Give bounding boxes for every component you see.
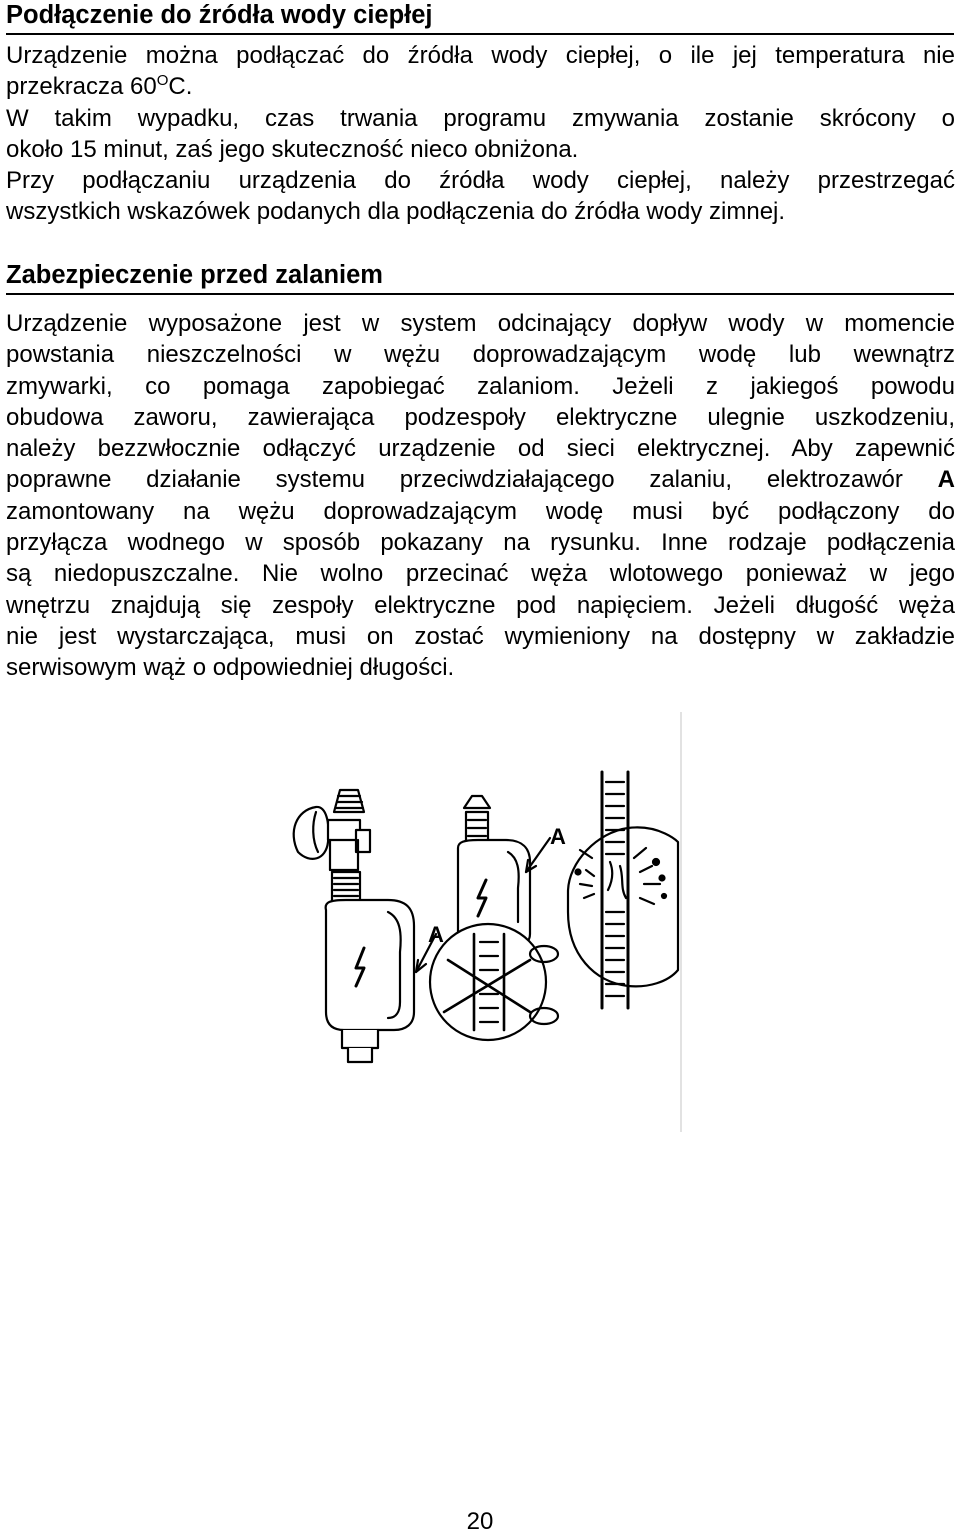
text-line: nie jest wystarczająca, musi on zostać wymieniony na dostępny w zakładzie — [6, 622, 955, 650]
no-cutting-icon — [430, 924, 558, 1040]
valve-installation-illustration — [268, 712, 684, 1132]
text-fragment: C. — [168, 73, 193, 101]
paragraph-hot-water — [6, 40, 955, 228]
text-line: wszystkich wskazówek podanych dla podłączenia do źródła wody zimnej. — [6, 198, 786, 226]
text-line: należy bezzwłocznie odłączyć urządzenie od sieci elektrycznej. Aby zapewnić — [6, 435, 955, 463]
callout-label-a-middle: A — [550, 824, 566, 849]
text-line: powstania nieszczelności w wężu doprowadzającym wodę lub wewnątrz — [6, 341, 955, 369]
text-line: obudowa zaworu, zawierająca podzespoły elektryczne ulegnie uszkodzeniu, — [6, 403, 955, 431]
text-line: są niedopuszczalne. Nie wolno przecinać węża wlotowego ponieważ w jego — [6, 560, 955, 588]
safety-valve-left-icon — [326, 872, 414, 1062]
callout-label-a-left: A — [428, 922, 444, 947]
tap-middle-icon — [464, 796, 490, 844]
text-line: około 15 minut, zaś jego skuteczność nieco obniżona. — [6, 135, 579, 163]
hose-detail-icon — [568, 772, 678, 1008]
text-fragment: przekracza 60 — [6, 73, 157, 101]
text-line: zmywarki, co pomaga zapobiegać zalaniom. Jeżeli z jakiegoś powodu — [6, 372, 955, 400]
tap-left-icon — [294, 790, 370, 870]
text-line: serwisowym wąż o odpowiedniej długości. — [6, 654, 455, 682]
text-line: Urządzenie wyposażone jest w system odcinający dopływ wody w momencie — [6, 310, 955, 337]
text-line: przyłącza wodnego w sposób pokazany na rysunku. Inne rodzaje podłączenia — [6, 529, 955, 557]
paragraph-flood-protection — [6, 308, 955, 684]
section-heading-flood-protection: Zabezpieczenie przed zalaniem — [6, 260, 954, 295]
degree-superscript: O — [156, 72, 169, 90]
section-heading-hot-water: Podłączenie do źródła wody ciepłej — [6, 0, 954, 35]
text-line: wnętrzu znajdują się zespoły elektryczne pod napięciem. Jeżeli długość węża — [6, 591, 955, 619]
text-line: Przy podłączaniu urządzenia do źródła wody ciepłej, należy przestrzegać — [6, 167, 955, 195]
text-line: W takim wypadku, czas trwania programu zmywania zostanie skrócony o — [6, 104, 955, 132]
text-line-valve-a — [6, 464, 955, 495]
text-line: Urządzenie można podłączać do źródła wody ciepłej, o ile jej temperatura nie — [6, 42, 955, 69]
page-number: 20 — [466, 1508, 494, 1535]
text-line: zamontowany na wężu doprowadzającym wodę musi być podłączony do — [6, 497, 955, 525]
valve-label-a: A — [937, 466, 955, 494]
text-line-temperature — [6, 71, 955, 102]
text-fragment: poprawne działanie systemu przeciwdziałającego zalaniu, elektrozawór — [6, 466, 903, 494]
